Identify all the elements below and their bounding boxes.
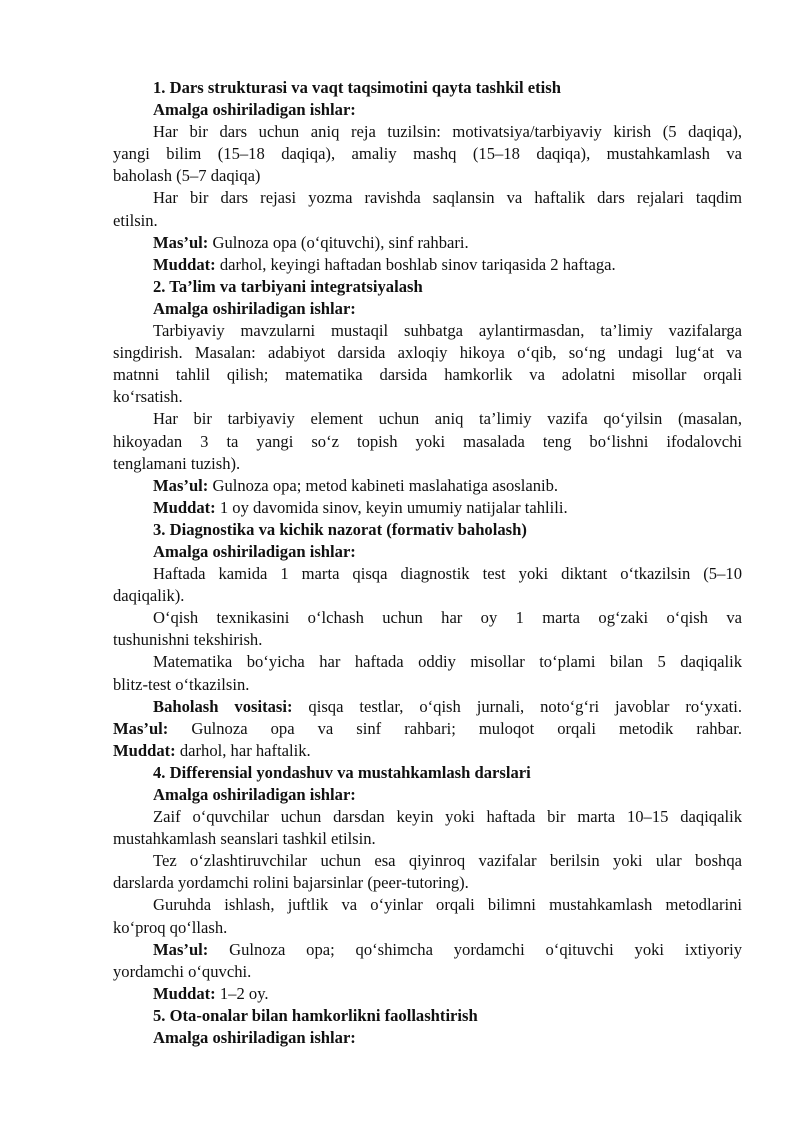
section-heading: 4. Differensial yondashuv va mustahkamlash darslari — [153, 762, 531, 782]
responsible-line — [113, 232, 742, 254]
responsible-line — [113, 939, 742, 961]
responsible-label: Mas’ul: — [153, 232, 209, 252]
paragraph-line: Matematika bo‘yicha har haftada oddiy misollar to‘plami bilan 5 daqiqalik — [153, 652, 742, 672]
actions-label: Amalga oshiriladigan ishlar: — [153, 541, 356, 561]
responsible-text: Gulnoza opa (o‘qituvchi), sinf rahbari. — [208, 232, 469, 252]
paragraph-line: Zaif o‘quvchilar uchun darsdan keyin yoki haftada bir marta 10–15 daqiqalik — [153, 807, 742, 827]
paragraph-line: Har bir dars rejasi yozma ravishda saqlansin va haftalik dars rejalari taqdim — [153, 188, 742, 208]
actions-label: Amalga oshiriladigan ishlar: — [153, 1028, 356, 1048]
section-heading: 5. Ota-onalar bilan hamkorlikni faollashtirish — [153, 1005, 478, 1025]
responsible-text: Gulnoza opa va sinf rahbari; muloqot orqali metodik rahbar. — [168, 718, 742, 738]
responsible-label: Mas’ul: — [113, 718, 169, 738]
responsible-text: Gulnoza opa; qo‘shimcha yordamchi o‘qituvchi yoki ixtiyoriy — [208, 939, 742, 959]
deadline-line — [113, 983, 742, 1005]
responsible-text: Gulnoza opa; metod kabineti maslahatiga asoslanib. — [208, 475, 559, 495]
responsible-line-continued: yordamchi o‘quvchi. — [113, 961, 252, 981]
paragraph-line: ko‘proq qo‘llash. — [113, 917, 228, 937]
actions-label: Amalga oshiriladigan ishlar: — [153, 785, 356, 804]
deadline-text: 1–2 oy. — [215, 983, 269, 1003]
paragraph-line: O‘qish texnikasini o‘lchash uchun har oy 1 marta og‘zaki o‘qish va — [153, 608, 742, 628]
responsible-line — [113, 718, 742, 740]
responsible-label: Mas’ul: — [153, 939, 209, 959]
paragraph-line: etilsin. — [113, 210, 158, 230]
paragraph-line: Har bir tarbiyaviy element uchun aniq ta’limiy vazifa qo‘yilsin (masalan, — [153, 409, 742, 429]
paragraph-line: daqiqalik). — [113, 586, 185, 606]
paragraph-line: tenglamani tuzish). — [113, 453, 241, 473]
paragraph-line: yangi bilim (15–18 daqiqa), amaliy mashq (15–18 daqiqa), mustahkamlash va — [113, 144, 742, 164]
deadline-text: darhol, keyingi haftadan boshlab sinov tariqasida 2 haftaga. — [215, 254, 616, 274]
paragraph-line: matnni tahlil qilish; matematika darsida hamkorlik va adolatni misollar orqali — [113, 365, 742, 385]
assessment-tool-line — [113, 696, 742, 718]
deadline-line — [113, 740, 742, 762]
paragraph-line: blitz-test o‘tkazilsin. — [113, 674, 250, 694]
paragraph-line: hikoyadan 3 ta yangi so‘z topish yoki masalada teng bo‘lishni ifodalovchi — [113, 431, 742, 451]
paragraph-line: ko‘rsatish. — [113, 387, 183, 407]
paragraph-line: tushunishni tekshirish. — [113, 630, 263, 650]
paragraph-line: baholash (5–7 daqiqa) — [113, 166, 261, 186]
paragraph-line: darslarda yordamchi rolini bajarsinlar (peer-tutoring). — [113, 873, 469, 893]
paragraph-line: Har bir dars uchun aniq reja tuzilsin: motivatsiya/tarbiyaviy kirish (5 daqiqa), — [153, 122, 742, 142]
paragraph-line: Tez o‘zlashtiruvchilar uchun esa qiyinroq vazifalar berilsin yoki ular boshqa — [153, 851, 742, 871]
assessment-tool-label: Baholash vositasi: — [153, 696, 293, 716]
section-heading: 3. Diagnostika va kichik nazorat (formativ baholash) — [153, 519, 527, 539]
deadline-text: 1 oy davomida sinov, keyin umumiy natijalar tahlili. — [215, 497, 568, 517]
paragraph-line: singdirish. Masalan: adabiyot darsida axloqiy hikoya o‘qib, so‘ng undagi lug‘at va — [113, 343, 742, 363]
document-page — [113, 77, 742, 1049]
deadline-label: Muddat: — [153, 497, 216, 517]
deadline-label: Muddat: — [153, 254, 216, 274]
deadline-text: darhol, har haftalik. — [175, 740, 311, 760]
paragraph-line: Guruhda ishlash, juftlik va o‘yinlar orqali bilimni mustahkamlash metodlarini — [153, 895, 742, 915]
deadline-line — [113, 497, 742, 519]
actions-label: Amalga oshiriladigan ishlar: — [153, 298, 356, 318]
actions-label: Amalga oshiriladigan ishlar: — [153, 100, 356, 120]
paragraph-line: mustahkamlash seanslari tashkil etilsin. — [113, 829, 376, 849]
responsible-line — [113, 475, 742, 497]
deadline-line — [113, 254, 742, 276]
section-heading: 2. Ta’lim va tarbiyani integratsiyalash — [153, 276, 423, 296]
deadline-label: Muddat: — [113, 740, 176, 760]
deadline-label: Muddat: — [153, 983, 216, 1003]
section-heading: 1. Dars strukturasi va vaqt taqsimotini qayta tashkil etish — [153, 78, 561, 97]
paragraph-line: Tarbiyaviy mavzularni mustaqil suhbatga aylantirmasdan, ta’limiy vazifalarga — [153, 321, 742, 341]
assessment-tool-text: qisqa testlar, o‘qish jurnali, noto‘g‘ri javoblar ro‘yxati. — [292, 696, 742, 716]
paragraph-line: Haftada kamida 1 marta qisqa diagnostik test yoki diktant o‘tkazilsin (5–10 — [153, 564, 742, 584]
responsible-label: Mas’ul: — [153, 475, 209, 495]
